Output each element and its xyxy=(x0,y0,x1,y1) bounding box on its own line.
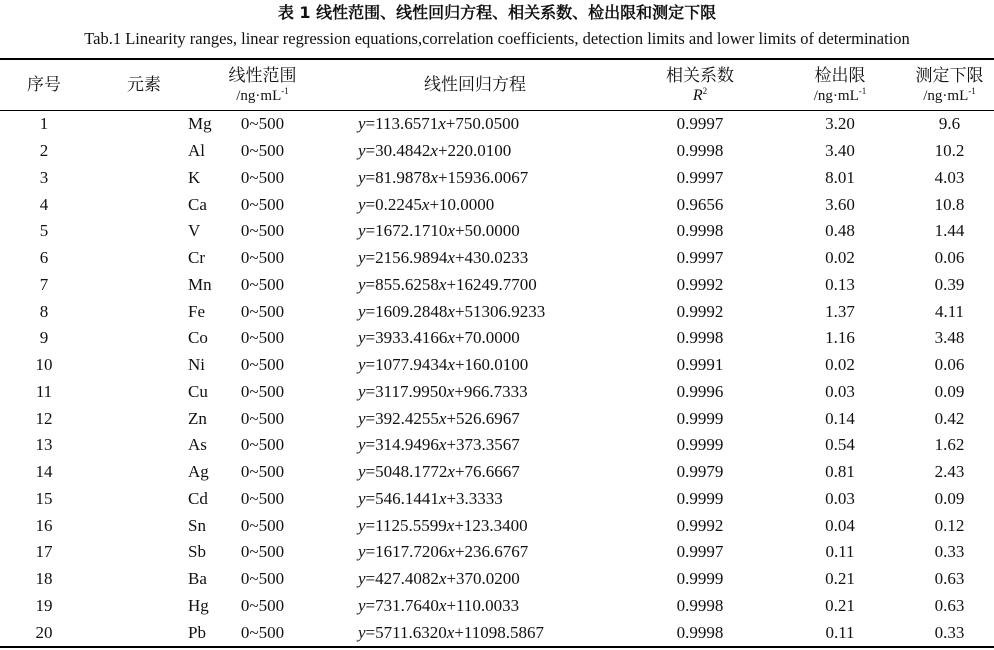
table-row xyxy=(0,298,994,325)
cell-lod: 0.02 xyxy=(825,248,855,268)
cell-no: 12 xyxy=(35,408,53,428)
table-row xyxy=(0,619,994,647)
cell-element: Cu xyxy=(188,381,208,401)
cell-r2: 0.9656 xyxy=(676,194,724,214)
cell-loq: 0.09 xyxy=(934,488,965,508)
cell-loq: 0.39 xyxy=(934,274,965,294)
cell-range: 0~500 xyxy=(240,488,285,508)
cell-equation: y=2156.9894x+430.0233 xyxy=(358,248,529,268)
cell-loq: 0.63 xyxy=(934,595,965,615)
header-row xyxy=(0,59,994,111)
header-correlation xyxy=(625,59,775,111)
cell-lod: 0.48 xyxy=(825,221,855,241)
header-lod-unit: $/ng\cdot mL^{-1}$ xyxy=(813,86,867,104)
cell-r2: 0.9992 xyxy=(676,515,724,535)
table-row xyxy=(0,486,994,513)
linearity-table xyxy=(0,58,994,648)
table-row xyxy=(0,379,994,406)
table-caption-en: Tab.1 Linearity ranges, linear regression equations,correlation coefficients, detection limits and lower limits of determination xyxy=(84,29,910,48)
cell-lod: 8.01 xyxy=(825,167,855,187)
cell-r2: 0.9998 xyxy=(676,221,724,241)
cell-equation: y=1672.1710x+50.0000 xyxy=(358,221,520,241)
cell-r2: 0.9998 xyxy=(676,622,724,642)
cell-loq: 10.2 xyxy=(934,141,965,161)
cell-r2: 0.9998 xyxy=(676,328,724,348)
cell-range: 0~500 xyxy=(240,381,285,401)
cell-element: Mn xyxy=(188,274,212,294)
cell-range: 0~500 xyxy=(240,328,285,348)
cell-lod: 0.81 xyxy=(825,462,855,482)
table-row xyxy=(0,566,994,593)
cell-range: 0~500 xyxy=(240,114,285,134)
header-range-label: 线性范围 xyxy=(228,66,297,86)
header-loq-unit: $/ng\cdot mL^{-1}$ xyxy=(923,86,976,104)
cell-r2: 0.9992 xyxy=(676,301,724,321)
header-equation: 线性回归方程 xyxy=(424,75,526,95)
cell-element: Mg xyxy=(188,114,212,134)
table-row xyxy=(0,165,994,192)
table-row xyxy=(0,245,994,272)
cell-range: 0~500 xyxy=(240,301,285,321)
cell-r2: 0.9999 xyxy=(676,408,724,428)
cell-element: Co xyxy=(188,328,208,348)
cell-r2: 0.9997 xyxy=(676,248,724,268)
cell-range: 0~500 xyxy=(240,462,285,482)
cell-equation: y=81.9878x+15936.0067 xyxy=(358,167,529,187)
cell-no: 7 xyxy=(39,274,49,294)
table-row xyxy=(0,432,994,459)
cell-no: 19 xyxy=(35,595,53,615)
cell-loq: 0.06 xyxy=(934,355,965,375)
cell-equation: y=1125.5599x+123.3400 xyxy=(358,515,528,535)
cell-r2: 0.9997 xyxy=(676,542,724,562)
table-row xyxy=(0,459,994,486)
cell-range: 0~500 xyxy=(240,622,285,642)
cell-r2: 0.9992 xyxy=(676,274,724,294)
header-lod xyxy=(775,59,905,111)
cell-no: 18 xyxy=(35,569,53,589)
cell-element: As xyxy=(188,435,207,455)
cell-element: Ba xyxy=(188,569,207,589)
cell-equation: y=392.4255x+526.6967 xyxy=(358,408,520,428)
cell-no: 17 xyxy=(35,542,53,562)
cell-lod: 0.02 xyxy=(825,355,855,375)
cell-equation: y=5048.1772x+76.6667 xyxy=(358,462,520,482)
cell-lod: 0.13 xyxy=(825,274,855,294)
cell-element: Pb xyxy=(188,622,206,642)
cell-no: 9 xyxy=(39,328,49,348)
cell-lod: 0.03 xyxy=(825,488,855,508)
cell-no: 11 xyxy=(35,381,53,401)
cell-no: 20 xyxy=(35,622,53,642)
cell-lod: 0.21 xyxy=(825,569,855,589)
cell-no: 10 xyxy=(35,355,53,375)
header-correlation-label: 相关系数 xyxy=(666,66,734,86)
header-range-unit: $/ng\cdot mL^{-1}$ xyxy=(236,86,289,104)
cell-lod: 0.14 xyxy=(825,408,855,428)
cell-range: 0~500 xyxy=(240,194,285,214)
cell-lod: 0.04 xyxy=(825,515,855,535)
table-row xyxy=(0,191,994,218)
cell-range: 0~500 xyxy=(240,355,285,375)
table-row xyxy=(0,272,994,299)
cell-lod: 0.03 xyxy=(825,381,855,401)
cell-element: Cr xyxy=(188,248,205,268)
cell-no: 5 xyxy=(39,221,49,241)
cell-loq: 4.11 xyxy=(934,301,965,321)
header-loq-label: 测定下限 xyxy=(915,66,984,86)
cell-equation: y=0.2245x+10.0000 xyxy=(358,194,495,214)
cell-equation: y=314.9496x+373.3567 xyxy=(358,435,520,455)
cell-r2: 0.9991 xyxy=(676,355,724,375)
cell-equation: y=30.4842x+220.0100 xyxy=(358,141,512,161)
cell-lod: 0.21 xyxy=(825,595,855,615)
cell-equation: y=1077.9434x+160.0100 xyxy=(358,355,529,375)
cell-lod: 0.11 xyxy=(825,542,855,562)
cell-no: 14 xyxy=(35,462,53,482)
header-lod-label: 检出限 xyxy=(814,66,866,86)
cell-r2: 0.9998 xyxy=(676,595,724,615)
cell-range: 0~500 xyxy=(240,248,285,268)
cell-no: 3 xyxy=(39,167,49,187)
table-row xyxy=(0,218,994,245)
cell-lod: 0.11 xyxy=(825,622,855,642)
cell-r2: 0.9999 xyxy=(676,435,724,455)
cell-element: K xyxy=(188,167,201,187)
header-loq xyxy=(905,59,994,111)
cell-equation: y=5711.6320x+11098.5867 xyxy=(358,622,545,642)
cell-no: 8 xyxy=(39,301,49,321)
cell-loq: 9.6 xyxy=(938,114,961,134)
cell-element: Ag xyxy=(188,462,209,482)
cell-equation: y=113.6571x+750.0500 xyxy=(358,114,520,134)
cell-range: 0~500 xyxy=(240,515,285,535)
cell-range: 0~500 xyxy=(240,569,285,589)
cell-element: Fe xyxy=(188,301,205,321)
table-row xyxy=(0,352,994,379)
cell-no: 1 xyxy=(39,114,49,134)
cell-loq: 3.48 xyxy=(934,328,965,348)
cell-lod: 3.60 xyxy=(825,194,855,214)
cell-loq: 0.33 xyxy=(934,622,965,642)
cell-loq: 0.63 xyxy=(934,569,965,589)
cell-loq: 1.44 xyxy=(934,221,965,241)
cell-loq: 4.03 xyxy=(934,167,965,187)
cell-element: Sb xyxy=(188,542,206,562)
cell-r2: 0.9997 xyxy=(676,114,724,134)
header-element: 元素 xyxy=(127,75,161,95)
cell-range: 0~500 xyxy=(240,595,285,615)
cell-r2: 0.9996 xyxy=(676,381,724,401)
cell-no: 13 xyxy=(35,435,53,455)
cell-no: 2 xyxy=(39,141,49,161)
cell-lod: 3.20 xyxy=(825,114,855,134)
cell-r2: 0.9997 xyxy=(676,167,724,187)
cell-loq: 0.33 xyxy=(934,542,965,562)
cell-equation: y=546.1441x+3.3333 xyxy=(358,488,503,508)
cell-lod: 1.37 xyxy=(825,301,855,321)
cell-equation: y=3933.4166x+70.0000 xyxy=(358,328,520,348)
table-row xyxy=(0,539,994,566)
cell-lod: 3.40 xyxy=(825,141,855,161)
cell-no: 15 xyxy=(35,488,53,508)
table-row xyxy=(0,111,994,138)
cell-loq: 10.8 xyxy=(934,194,965,214)
cell-r2: 0.9999 xyxy=(676,488,724,508)
table-row xyxy=(0,325,994,352)
table-row xyxy=(0,138,994,165)
cell-r2: 0.9999 xyxy=(676,569,724,589)
cell-loq: 0.12 xyxy=(934,515,965,535)
table-row xyxy=(0,512,994,539)
cell-loq: 0.09 xyxy=(934,381,965,401)
cell-range: 0~500 xyxy=(240,542,285,562)
cell-no: 16 xyxy=(35,515,53,535)
cell-equation: y=855.6258x+16249.7700 xyxy=(358,274,537,294)
header-range xyxy=(200,59,325,111)
cell-lod: 1.16 xyxy=(825,328,855,348)
cell-range: 0~500 xyxy=(240,141,285,161)
cell-loq: 0.06 xyxy=(934,248,965,268)
cell-no: 6 xyxy=(39,248,49,268)
cell-range: 0~500 xyxy=(240,167,285,187)
cell-element: Zn xyxy=(188,408,207,428)
cell-equation: y=3117.9950x+966.7333 xyxy=(358,381,528,401)
cell-loq: 2.43 xyxy=(934,462,965,482)
cell-range: 0~500 xyxy=(240,274,285,294)
table-row xyxy=(0,593,994,620)
cell-element: V xyxy=(188,221,201,241)
cell-element: Al xyxy=(188,141,205,161)
cell-loq: 1.62 xyxy=(934,435,965,455)
table-row xyxy=(0,405,994,432)
cell-equation: y=1609.2848x+51306.9233 xyxy=(358,301,546,321)
cell-equation: y=1617.7206x+236.6767 xyxy=(358,542,529,562)
cell-lod: 0.54 xyxy=(825,435,855,455)
cell-element: Ca xyxy=(188,194,207,214)
cell-equation: y=427.4082x+370.0200 xyxy=(358,569,520,589)
cell-element: Cd xyxy=(188,488,208,508)
cell-range: 0~500 xyxy=(240,408,285,428)
cell-r2: 0.9998 xyxy=(676,141,724,161)
cell-no: 4 xyxy=(39,194,49,214)
cell-range: 0~500 xyxy=(240,221,285,241)
cell-equation: y=731.7640x+110.0033 xyxy=(358,595,520,615)
cell-loq: 0.42 xyxy=(934,408,965,428)
header-correlation-symbol: $R^2$ xyxy=(692,86,708,104)
table-caption-cn: 表 1 线性范围、线性回归方程、相关系数、检出限和测定下限 xyxy=(277,3,717,22)
cell-range: 0~500 xyxy=(240,435,285,455)
cell-element: Hg xyxy=(188,595,209,615)
header-no: 序号 xyxy=(27,75,61,95)
cell-r2: 0.9979 xyxy=(676,462,724,482)
cell-element: Sn xyxy=(188,515,206,535)
cell-element: Ni xyxy=(188,355,205,375)
